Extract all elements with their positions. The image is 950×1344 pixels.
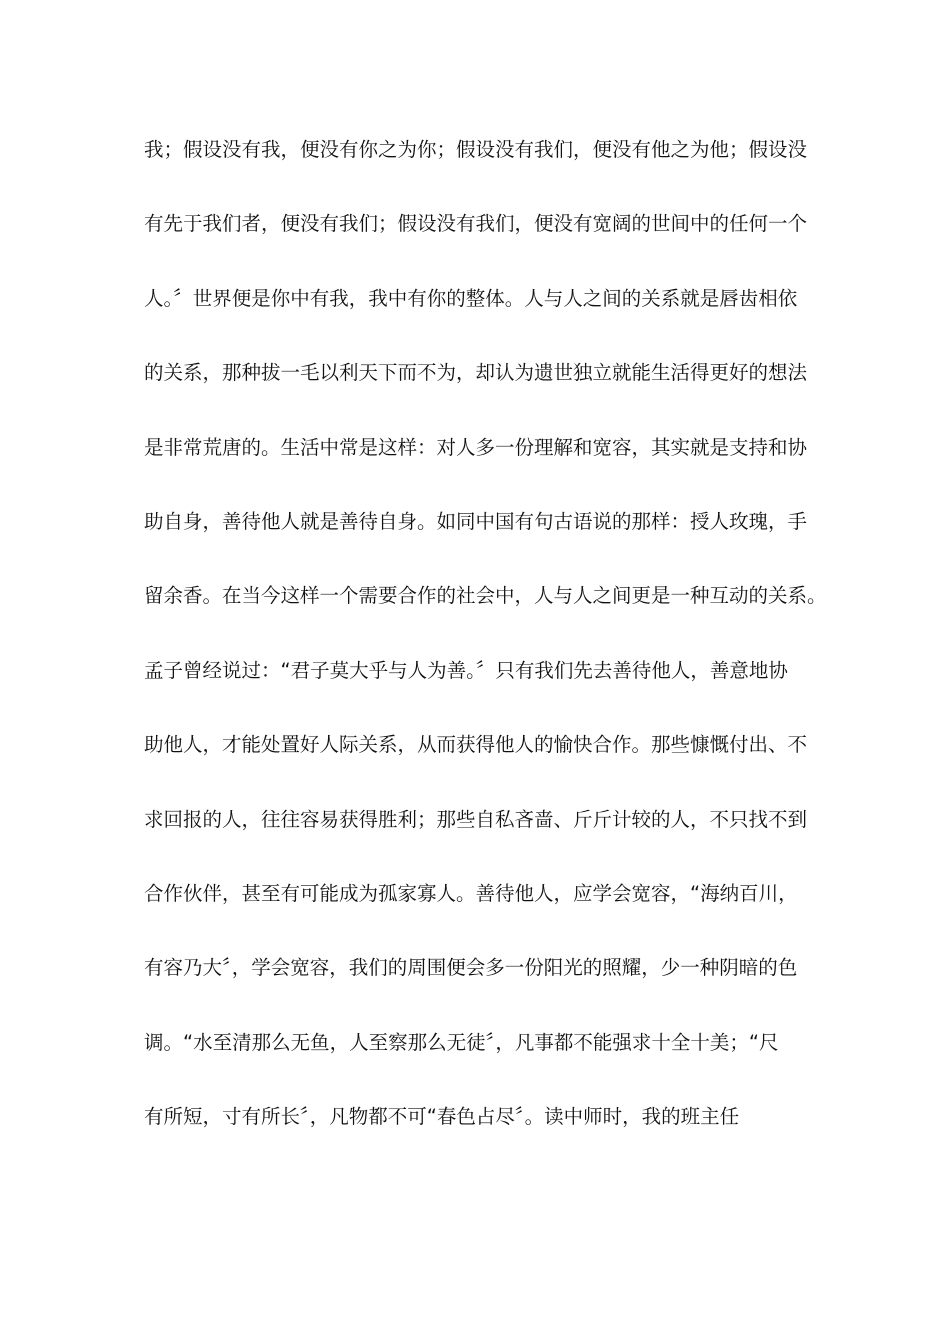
- text-line: 调。“水至清那么无鱼，人至察那么无徒〞，凡事都不能强求十全十美；“尺: [144, 1030, 779, 1054]
- text-line: 求回报的人，往往容易获得胜利；那些自私吝啬、斤斤计较的人，不只找不到: [144, 807, 808, 831]
- body-text: [144, 128, 827, 1169]
- text-line: 孟子曾经说过：“君子莫大乎与人为善。〞只有我们先去善待他人，善意地协: [144, 658, 788, 682]
- text-line: 有所短，寸有所长〞，凡物都不可“春色占尽〞。读中师时，我的班主任: [144, 1105, 740, 1129]
- text-line: 合作伙伴，甚至有可能成为孤家寡人。善待他人，应学会宽容，“海纳百川，: [144, 881, 798, 905]
- text-line: 有先于我们者，便没有我们；假设没有我们，便没有宽阔的世间中的任何一个: [144, 212, 808, 236]
- text-line: 是非常荒唐的。生活中常是这样：对人多一份理解和宽容，其实就是支持和协: [144, 435, 808, 459]
- text-line: 的关系，那种拔一毛以利天下而不为，却认为遗世独立就能生活得更好的想法: [144, 361, 808, 385]
- text-line: 助自身，善待他人就是善待自身。如同中国有句古语说的那样：授人玫瑰，手: [144, 509, 808, 533]
- text-line: 人。〞世界便是你中有我，我中有你的整体。人与人之间的关系就是唇齿相依: [144, 286, 798, 310]
- text-line: 有容乃大〞，学会宽容，我们的周围便会多一份阳光的照耀，少一种阴暗的色: [144, 956, 798, 980]
- text-line: 留余香。在当今这样一个需要合作的社会中，人与人之间更是一种互动的关系。: [144, 584, 827, 608]
- text-line: 助他人，才能处置好人际关系，从而获得他人的愉快合作。那些慷慨付出、不: [144, 733, 808, 757]
- text-line: 我；假设没有我，便没有你之为你；假设没有我们，便没有他之为他；假设没: [144, 138, 808, 161]
